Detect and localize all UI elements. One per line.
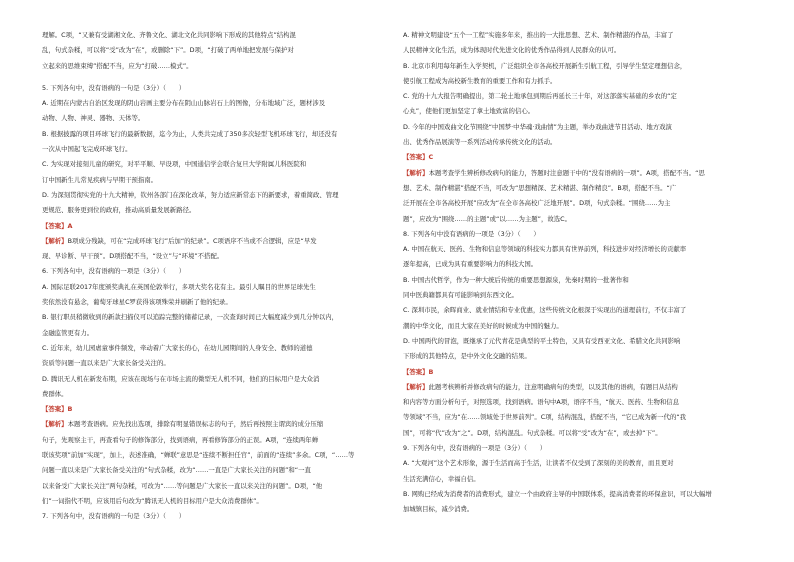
text-line: A. 国际足联2017年度颁奖典礼在英国伦敦举行，多项大奖名花有主。最引人瞩目的世界足球先生 xyxy=(42,282,316,291)
text-line: 同中医典籍都具有可能影响到东西文化。 xyxy=(403,291,519,300)
text-line: 乱，句式杂糅，可以将“受”改为“在”，或删除“下”。D项，“打破了两单地把发展与保护对 xyxy=(42,46,294,55)
text-line: 动物、人物、神灵、器物、天体等。 xyxy=(42,114,145,123)
text-line: B. 根据披露的项目环球飞行的最新数据，迄今为止，人类共完成了350多次轻型飞机环球飞行，却还没有 xyxy=(42,129,338,138)
text-line: 等领域”不当，应为“在……领域处于世界前列”。C项，结构混乱，搭配不当，“它已成为新一代的“我 xyxy=(403,413,687,422)
text-line: 9. 下列各句中，没有语病的一项是（3分）（ ） xyxy=(403,444,547,453)
text-line: 问题一直以来是广大家长备受关注的”句式杂糅，改为“……一直是广大家长关注的问题”和“一直 xyxy=(42,466,311,475)
text-line: 心丸”，使他们更加坚定了拿土地致富的信心。 xyxy=(403,107,535,116)
text-line: 使引航工程成为高校新生教育的重要工作和有力抓手。 xyxy=(403,76,557,85)
answer-line: 【答案】B xyxy=(403,367,434,376)
answer-line: 【答案】C xyxy=(403,153,434,162)
text-line: 资质等问题一直以来是广大家长备受关注的。 xyxy=(42,359,170,368)
text-line: 潮的中华文化，而且大家在美好的时候成为中国的魅力。 xyxy=(403,321,563,330)
text-line: 【解析】B项成分残缺，可在“完成环球飞行”后加“的纪录”。C项语序不当或不合逻辑，应是“早发 xyxy=(42,236,317,245)
text-line: A. 精神文明建设“五个一工程”实施多年来，推出的一大批思想、艺术、制作精湛的作品，丰富了 xyxy=(403,31,674,39)
text-line: 【解析】此题考核辨析并修改病句的能力，注意明确病句的类型，以及其他的语病，有题目从结构 xyxy=(403,382,678,391)
text-line: A. “大观河”这个艺术形象，源于生活而高于生活，让读者不仅受到了深刻的美的教育，而且更对 xyxy=(403,459,674,468)
text-line: 想、艺术、制作精湛”搭配不当，可改为“思想精深、艺术精湛、制作精良”。B项，搭配不当。“广 xyxy=(403,183,677,192)
text-line: D. 中国两代的冒泡，既继承了元代青花是典型的平土特色，又具有受西亚文化、希腊文化共同影响 xyxy=(403,336,681,345)
left-column xyxy=(42,28,394,525)
text-line: 立起来的思维束缚”搭配不当，应为“打破……模式”。 xyxy=(42,61,193,70)
text-line: D. 今年的中国戏曲文化节围绕“中国梦·中华魂·戏曲情”为主题，举办戏曲进节目活动、地方戏演 xyxy=(403,122,672,131)
text-line: D. 腾讯无人机在新发布期，应该在现场与在市场主流的微型无人机不同，他们的目标用户是大众消 xyxy=(42,374,320,383)
text-line: 联该奖项”前加“实现”，加上，表述准确，“蝉联”意思是“连续不断担任官”，前面的“连续”多余。C项，“……等 xyxy=(42,451,355,460)
text-line: 逐年提高，已成为具有重要影响力的科技大国。 xyxy=(403,260,538,269)
text-line: 题”，应改为“围绕……的主题”或“以……为主题”，故选C。 xyxy=(403,214,571,223)
text-line: 现、早诊断、早干预”。D项搭配不当，“设立”与“环境”不搭配。 xyxy=(42,252,224,261)
text-line: C. 为实现对接刻儿童的研究，对平平顺、早设项，中国通信学会联合复旦大学附属儿科医院和 xyxy=(42,160,307,169)
right-column xyxy=(403,28,755,518)
text-line: C. 深圳市民，余晖商业、就业情结和专业优惠，这些传统文化根深于实现出的道理前行，不仅丰富了 xyxy=(403,306,687,315)
text-line: 【解析】本题考查学生辨析修改病句的能力，答题时注意题干中的“没有语病的一项”。A项，搭配不当。“思 xyxy=(403,168,705,177)
analysis-marker: 【解析】 xyxy=(403,382,429,391)
text-line: 句子，先观察主干，再查看句子的修饰部分，找到语病，再看修饰部分的正误。A项，“连续两年蝉 xyxy=(42,435,319,444)
text-line: 【解析】本题考查语病。应先找出选项，排除有明显错误标志的句子，然后再按照主谓宾的成分压缩 xyxy=(42,420,324,429)
text-line: D. 为深刻贯彻实党的十九大精神，钦州各部门在深化改革，努力适应新常态下的新要求，着重简政、管理 xyxy=(42,190,339,199)
text-line: 理解。C项，“又兼有受湖湘文化、齐鲁文化、湖北文化共同影响下形成的其他特点”结构混 xyxy=(42,31,296,39)
text-line: 下形成的其他特点，是中外文化交融的结果。 xyxy=(403,352,531,361)
text-line: 和内容等方面分析句子，对照选项，找到语病。语句中A项，语序不当，“航天、医药、生物和信息 xyxy=(403,398,680,407)
analysis-marker: 【解析】 xyxy=(42,420,68,429)
text-line: 生活充满信心，幸福自信。 xyxy=(403,474,480,483)
text-line xyxy=(42,74,394,81)
text-line: C. 近年来，幼儿园虐童事件频发，牵动着广大家长的心，在幼儿园期间的人身安全、教师的道德 xyxy=(42,343,313,352)
text-line: A. 中国在航天、医药、生物和信息等领域的科技实力都具有世界前列，科技进步对经济增长的贡献率 xyxy=(403,245,687,254)
text-line: C. 党的十九大报告明确提出，第二轮土地承包到期后再延长三十年，对这部落实基础的乡农的“定 xyxy=(403,92,677,101)
text-line: 金融监管更有力。 xyxy=(42,328,94,337)
text-line: 订中国新生儿常见疾病与早期干预指南。 xyxy=(42,175,158,184)
analysis-marker: 【解析】 xyxy=(403,168,429,177)
text-line: 更规范、服务更到位的政府，推动高质量发展新路径。 xyxy=(42,206,196,215)
text-line: B. 北京市利用每年新生入学契机，广泛组织全市各高校开展新生引航工程，引导学生坚定理想信念， xyxy=(403,61,687,70)
answer-line: 【答案】B xyxy=(42,405,73,414)
analysis-marker: 【解析】 xyxy=(42,236,68,245)
text-line: B. 网购已经成为消费者的消费形式，建立一个由政府主导的中国联体系，提高消费者的环保意识，可以大幅增 xyxy=(403,489,712,498)
text-line: 以来备受广大家长关注”两句杂糅，可改为“……等问题是广大家长一直以来关注的问题”。D项，“他 xyxy=(42,481,323,490)
text-line: B. 银行职员稍微收到的新款扫描仪可以追踪完整的储蓄记录，一次查询时间已大幅度减少到几分钟以内， xyxy=(42,313,339,322)
text-line: 费群体。 xyxy=(42,389,68,398)
text-line: 泛开展在全市各高校开展”应改为“在全市各高校广泛地开展”。D项，句式杂糅。“围绕……为主 xyxy=(403,199,671,208)
text-line: A. 近期在内蒙古自治区发现的阴山岩画主要分布在阴山山脉岩石上的图像，分布地域广泛，题材涉及 xyxy=(42,99,326,108)
text-line: 出、优秀作品展演等一系列活动传承传统文化的活动。 xyxy=(403,138,557,147)
text-line: 人民精神文化生活，成为体现时代先进文化的优秀作品得到人民群众的认可。 xyxy=(403,46,621,55)
text-line: B. 中国古代哲学，作为一种大统后传统的重要思想源泉，先秦时期的一批著作和 xyxy=(403,275,629,284)
text-line: 加城镇目标，减少消费。 xyxy=(403,505,474,514)
answer-line: 【答案】A xyxy=(42,221,73,230)
text-line: 7. 下列各句中，没有语病的一句是（3分）（ ） xyxy=(42,512,186,521)
text-line: 们”一词指代不明，应该用后句改为“腾讯无人机的目标用户是大众消费群体”。 xyxy=(42,496,263,505)
text-line: 8. 下列各句中没有语病的一项是（3分）（ ） xyxy=(403,229,540,238)
text-line: 一次从中国起飞完成环球飞行。 xyxy=(42,145,132,154)
text-line: 国”，可将“代”改为“之”。D项，结构混乱。句式杂糅。可以将“受”改为“在”，或去掉“下”。 xyxy=(403,428,662,437)
text-line: 6. 下列各句中，没有语病的一项是（3分）（ ） xyxy=(42,267,186,276)
text-line: 5. 下列各句中，没有语病的一句是（3分）（ ） xyxy=(42,83,186,92)
text-line: 奖依然没有悬念，葡萄牙球星C罗获得该项殊荣并刷新了他的纪录。 xyxy=(42,298,232,307)
